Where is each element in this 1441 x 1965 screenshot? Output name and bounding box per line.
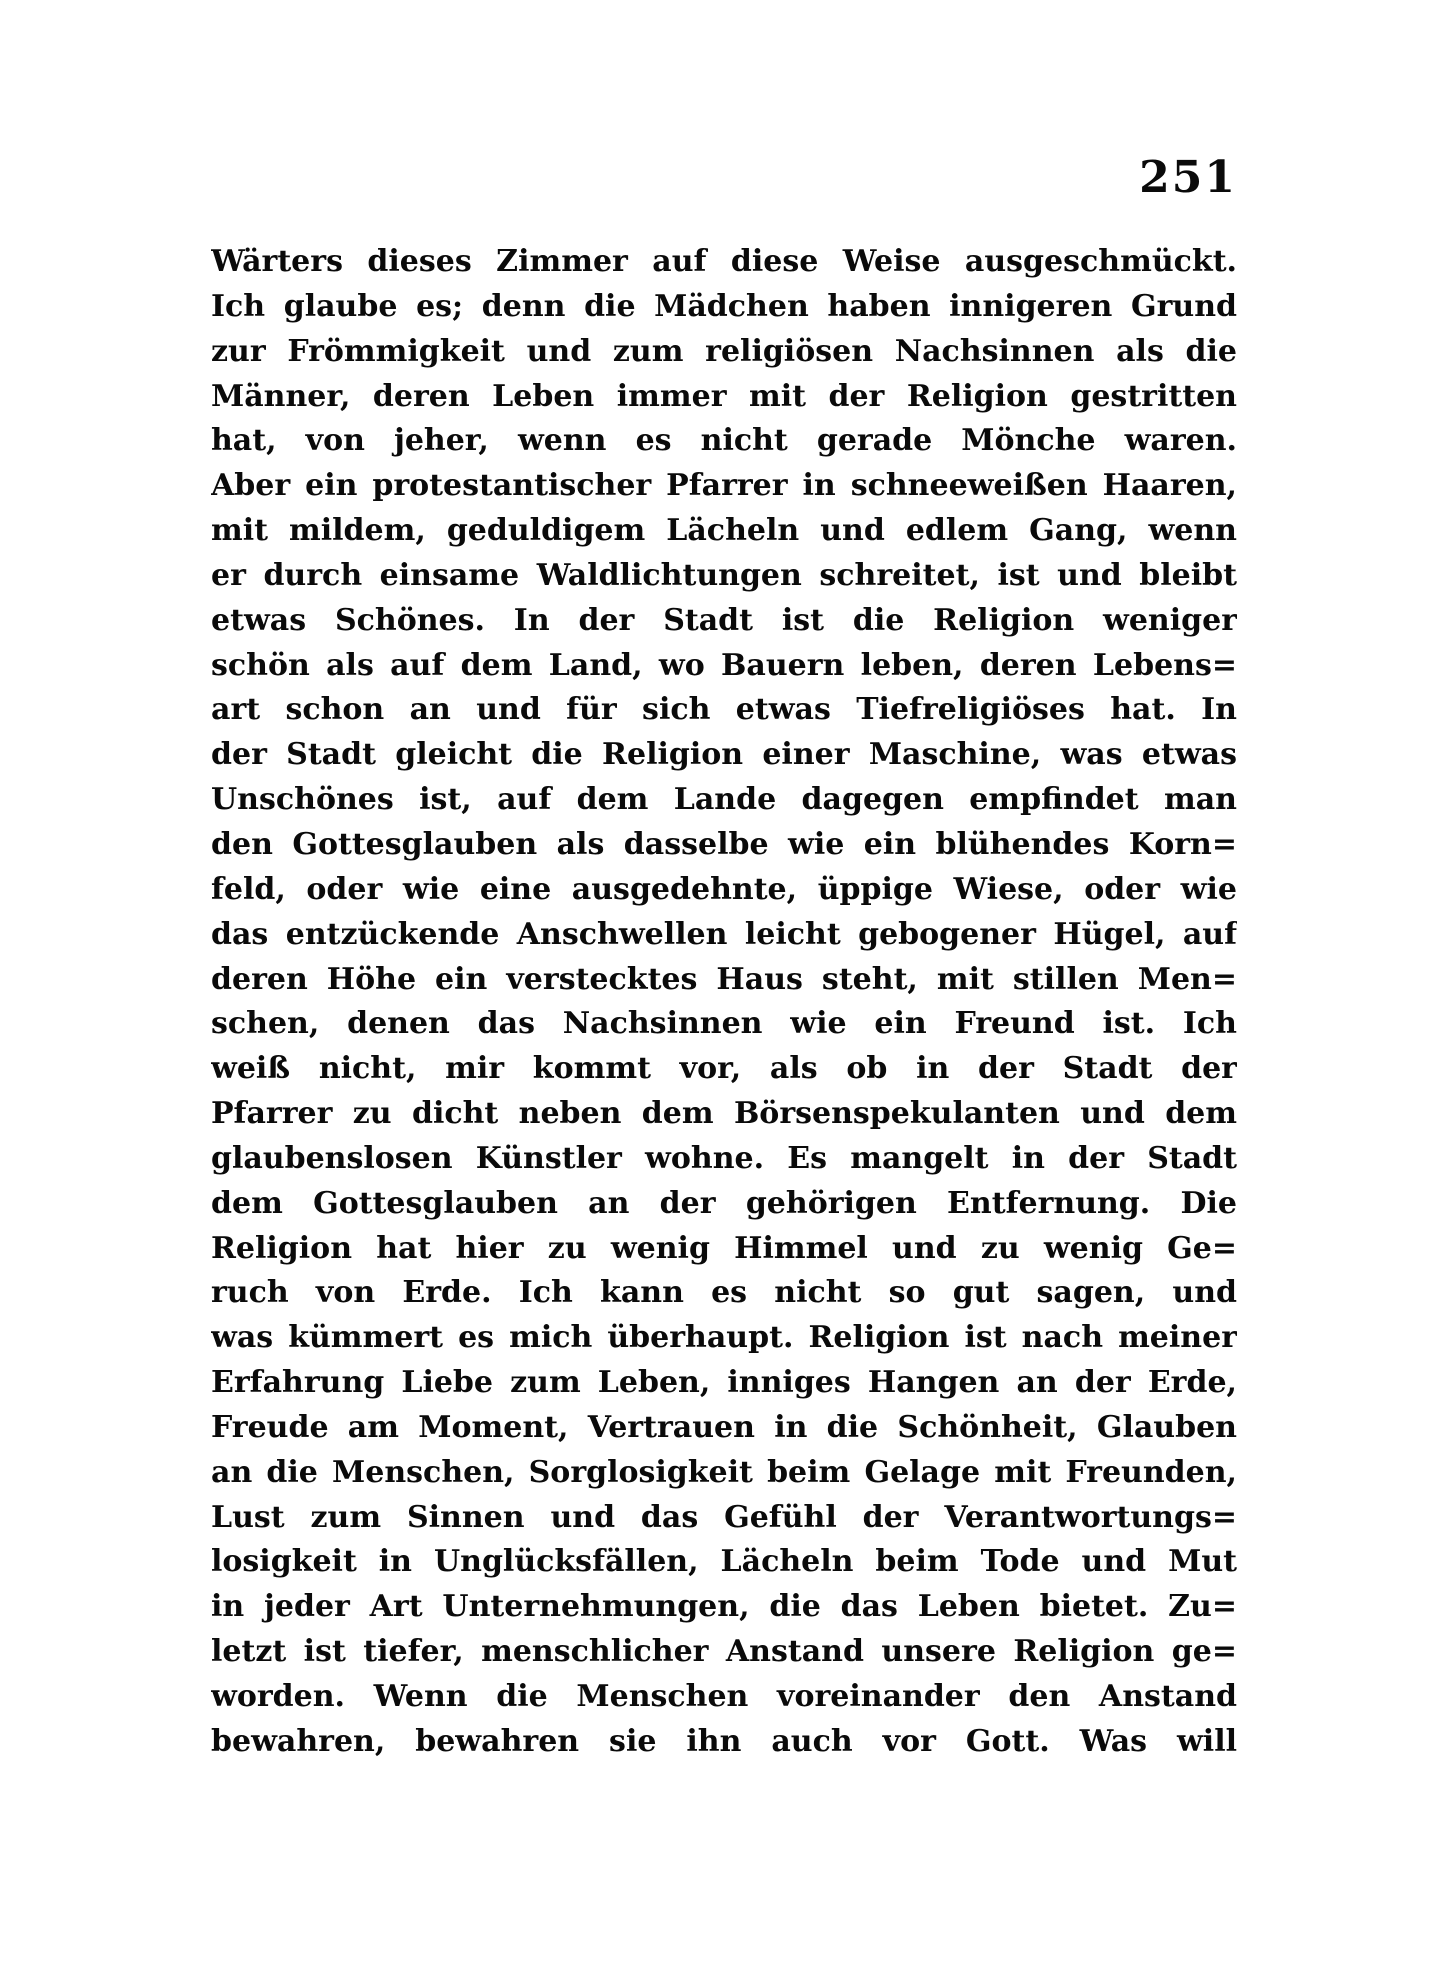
text-line: losigkeit in Unglücksfällen, Lächeln beim Tode und Mut [211,1544,1237,1580]
text-line: Männer, deren Leben immer mit der Religion gestritten [211,378,1237,414]
text-line: mit mildem, geduldigem Lächeln und edlem Gang, wenn [211,513,1237,549]
text-line: deren Höhe ein verstecktes Haus steht, mit stillen Men= [211,961,1237,997]
text-line: schön als auf dem Land, wo Bauern leben, deren Lebens= [211,647,1237,683]
text-line: weiß nicht, mir kommt vor, als ob in der Stadt der [211,1051,1237,1087]
page-number: 251 [1139,152,1237,203]
text-line: Aber ein protestantischer Pfarrer in schneeweißen Haaren, [211,468,1237,504]
text-line: schen, denen das Nachsinnen wie ein Freund ist. Ich [211,1006,1237,1042]
text-line: an die Menschen, Sorglosigkeit beim Gelage mit Freunden, [211,1454,1237,1490]
text-line: was kümmert es mich überhaupt. Religion ist nach meiner [211,1320,1237,1356]
text-line: glaubenslosen Künstler wohne. Es mangelt in der Stadt [211,1140,1237,1176]
text-line: Lust zum Sinnen und das Gefühl der Verantwortungs= [211,1499,1237,1535]
text-line: etwas Schönes. In der Stadt ist die Religion weniger [211,602,1237,638]
text-line: das entzückende Anschwellen leicht gebogener Hügel, auf [211,916,1237,952]
text-line: worden. Wenn die Menschen voreinander den Anstand [211,1679,1237,1714]
text-line: ruch von Erde. Ich kann es nicht so gut sagen, und [211,1275,1237,1311]
text-line: den Gottesglauben als dasselbe wie ein blühendes Korn= [211,826,1237,862]
text-line: der Stadt gleicht die Religion einer Maschine, was etwas [211,737,1237,773]
text-line: dem Gottesglauben an der gehörigen Entfernung. Die [211,1185,1237,1221]
text-line: Pfarrer zu dicht neben dem Börsenspekulanten und dem [211,1096,1237,1132]
text-line: zur Frömmigkeit und zum religiösen Nachsinnen als die [211,333,1237,369]
text-line: Erfahrung Liebe zum Leben, inniges Hangen an der Erde, [211,1365,1237,1401]
text-line: in jeder Art Unternehmungen, die das Leben bietet. Zu= [211,1589,1237,1625]
text-line: Unschönes ist, auf dem Lande dagegen empfindet man [211,782,1237,818]
text-line: Freude am Moment, Vertrauen in die Schönheit, Glauben [211,1409,1237,1445]
text-line: Ich glaube es; denn die Mädchen haben innigeren Grund [211,288,1237,324]
text-line: letzt ist tiefer, menschlicher Anstand unsere Religion ge= [211,1634,1237,1670]
page-text [211,240,1237,1765]
text-line: bewahren, bewahren sie ihn auch vor Gott. Was will [211,1723,1237,1759]
text-line: hat, von jeher, wenn es nicht gerade Mönche waren. [211,423,1237,459]
text-line: feld, oder wie eine ausgedehnte, üppige Wiese, oder wie [211,871,1237,907]
text-line: art schon an und für sich etwas Tiefreligiöses hat. In [211,692,1237,728]
text-line: er durch einsame Waldlichtungen schreitet, ist und bleibt [211,557,1237,593]
text-line: Wärters dieses Zimmer auf diese Weise ausgeschmückt. [211,244,1237,279]
text-line: Religion hat hier zu wenig Himmel und zu wenig Ge= [211,1230,1237,1266]
